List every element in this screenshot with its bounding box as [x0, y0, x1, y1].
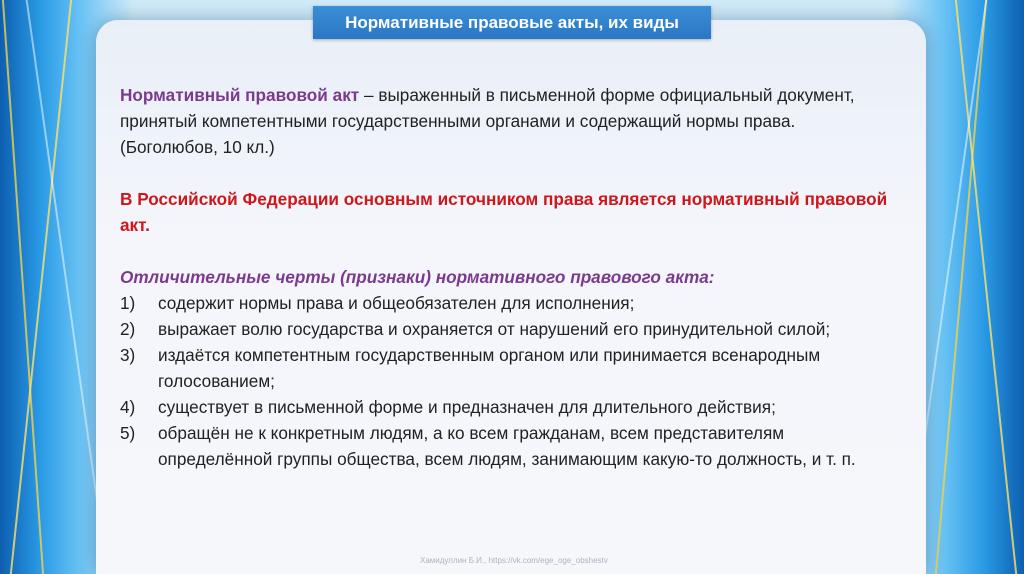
features-heading: Отличительные черты (признаки) нормативного правового акта:	[120, 267, 715, 287]
definition-term: Нормативный правовой акт	[120, 85, 360, 105]
list-item-number: 5)	[120, 423, 136, 443]
list-item	[120, 394, 890, 420]
highlight-statement: В Российской Федерации основным источником права является нормативный правовой акт.	[120, 189, 888, 235]
list-item-text: обращён не к конкретным людям, а ко всем гражданам, всем представителям определённой группы общества, всем людям, занимающим какую-то должность, и т. п.	[158, 423, 856, 469]
list-item-number: 1)	[120, 293, 136, 313]
list-item	[120, 420, 890, 472]
slide-content	[120, 82, 890, 472]
slide-title: Нормативные правовые акты, их виды	[313, 6, 711, 39]
list-item-text: содержит нормы права и общеобязателен для исполнения;	[158, 293, 635, 313]
list-item-number: 3)	[120, 345, 136, 365]
list-item-text: выражает волю государства и охраняется от нарушений его принудительной силой;	[158, 319, 831, 339]
list-item-number: 2)	[120, 319, 136, 339]
definition-text: – выраженный в письменной форме официальный документ, принятый компетентными государственными органами и содержащий нормы права. (Боголюбов, 10 кл.)	[120, 85, 855, 157]
footer-credit: Хамидуллин Б.И., https://vk.com/ege_oge_obshestv	[420, 556, 608, 565]
list-item	[120, 342, 890, 394]
list-item	[120, 290, 890, 316]
list-item	[120, 316, 890, 342]
list-item-text: издаётся компетентным государственным органом или принимается всенародным голосованием;	[158, 345, 821, 391]
definition-paragraph	[120, 82, 890, 160]
features-list	[120, 290, 890, 472]
list-item-text: существует в письменной форме и предназначен для длительного действия;	[158, 397, 776, 417]
list-item-number: 4)	[120, 397, 136, 417]
